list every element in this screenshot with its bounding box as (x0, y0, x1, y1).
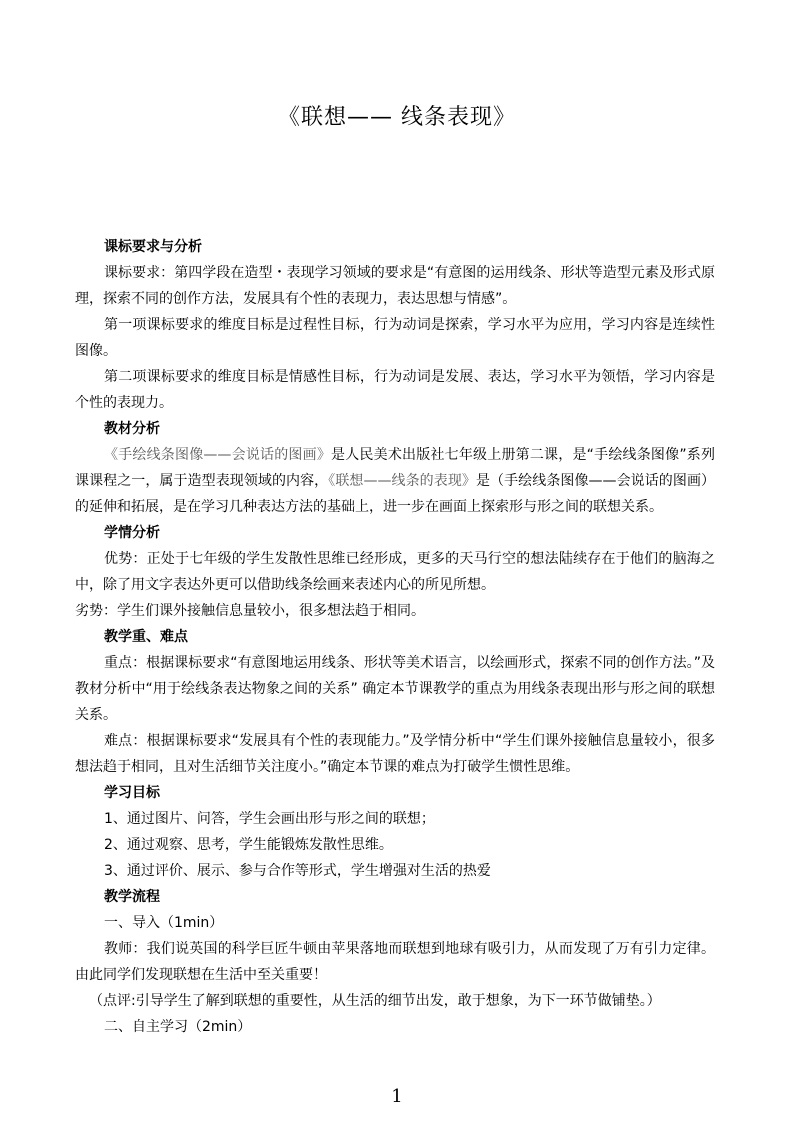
list-item: 3、通过评价、展示、参与合作等形式，学生增强对生活的热爱 (104, 863, 491, 879)
text-run: 确定本节课的难点为 (327, 759, 454, 775)
page-title: 《联想—— 线条表现》 (278, 105, 516, 130)
text-run: 是人民美术出版社七年级上册第二课，是“手绘线条图像”系列课课程之一，属于造型表现领域的内容， (75, 447, 715, 489)
text-run: 难点：根据课标要求“发展具有个性的表现能力。” (104, 733, 410, 749)
step-title: 一、导入（1min） (104, 915, 224, 931)
teacher-comment: （点评:引导学生了解到联想的重要性，从生活的细节出发，敢于想象，为下一环节做铺垫。） (89, 993, 661, 1009)
section-heading-students: 学情分析 (104, 525, 160, 541)
text-run: 及学情分析中 (409, 733, 495, 749)
step-title: 二、自主学习（2min） (104, 1019, 252, 1035)
paragraph: 课标要求：第四学段在造型・表现学习领域的要求是“有意图的运用线条、形状等造型元素及形式原理，探索不同的创作方法，发展具有个性的表现力，表达思想与情感”。 (75, 265, 715, 307)
text-run: 是（手绘线条图像——会说话的图画）的延伸和拓展，是在学习几种表达方法的基础上，进一步在画面上探索形与形之间的联想关系。 (75, 473, 716, 515)
lesson-title-reference: 《联想——线条的表现》 (328, 473, 476, 489)
section-heading-process: 教学流程 (104, 889, 160, 905)
paragraph: 劣势：学生们课外接触信息量较小，很多想法趋于相同。 (75, 603, 425, 619)
paragraph (75, 442, 715, 520)
list-item: 1、通过图片、问答，学生会画出形与形之间的联想； (104, 811, 435, 827)
section-heading-key-points: 教学重、难点 (104, 629, 188, 645)
section-heading-textbook: 教材分析 (104, 421, 160, 437)
paragraph: 第一项课标要求的维度目标是过程性目标，行为动词是探索，学习水平为应用，学习内容是连续性图像。 (75, 317, 715, 359)
book-title-reference: 《手绘线条图像——会说话的图画》 (104, 447, 332, 463)
page-number: 1 (391, 1086, 403, 1107)
paragraph: 重点：根据课标要求“有意图地运用线条、形状等美术语言，以绘画形式，探索不同的创作方法。”及教材分析中“用于绘线条表达物象之间的关系” 确定本节课教学的重点为用线条表现出形与形之间的联想关系。 (75, 655, 715, 723)
section-heading-objectives: 学习目标 (104, 785, 160, 801)
paragraph: 教师：我们说英国的科学巨匠牛顿由苹果落地而联想到地球有吸引力，从而发现了万有引力定律。由此同学们发现联想在生活中至关重要！ (75, 941, 715, 983)
text-run: 打破学生惯性思维。 (453, 759, 580, 775)
list-item: 2、通过观察、思考，学生能锻炼发散性思维。 (104, 837, 393, 853)
paragraph (75, 728, 715, 780)
paragraph: 优势：正处于七年级的学生发散性思维已经形成，更多的天马行空的想法陆续存在于他们的脑海之中，除了用文字表达外更可以借助线条绘画来表述内心的所见所想。 (75, 551, 715, 593)
section-heading-curriculum: 课标要求与分析 (104, 239, 202, 255)
text-run: “学生们课外接触信息量较小，很多想法趋于相同，且对生活细节关注度小。” (75, 733, 715, 775)
paragraph: 第二项课标要求的维度目标是情感性目标，行为动词是发展、表达，学习水平为领悟，学习内容是个性的表现力。 (75, 369, 715, 411)
document-body (75, 234, 715, 1040)
